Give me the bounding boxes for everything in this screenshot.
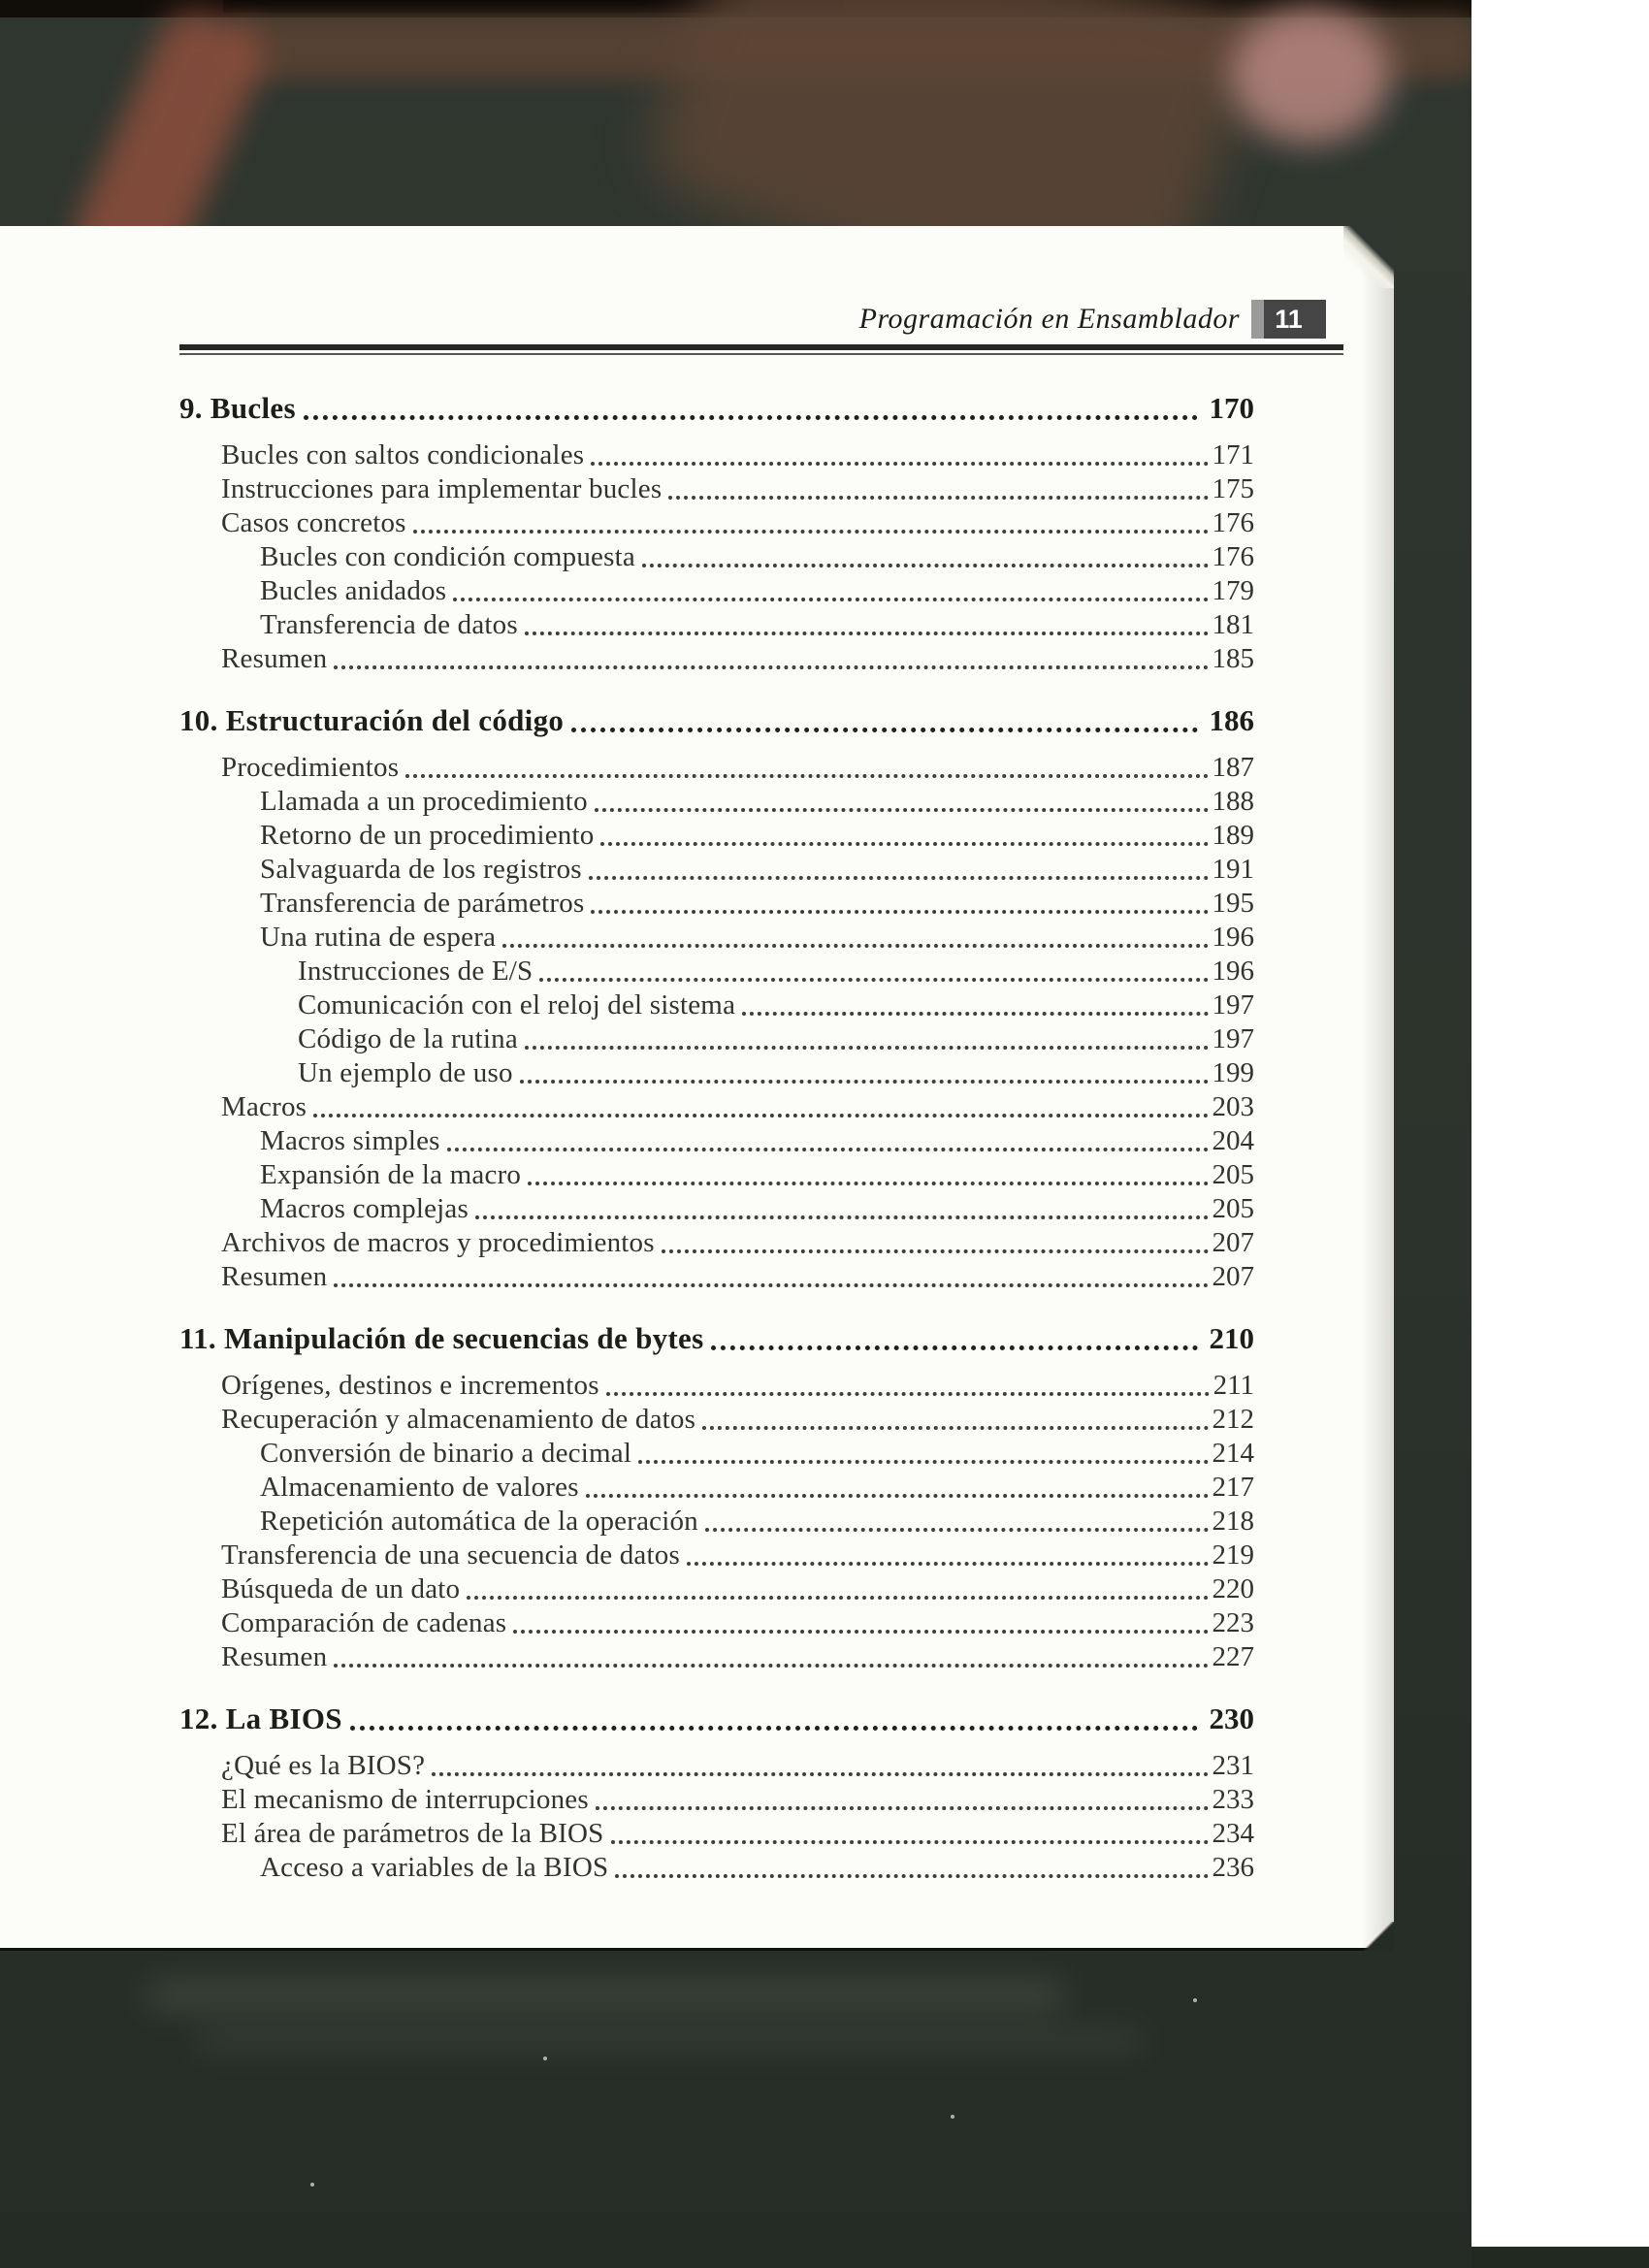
toc-entry-label: Un ejemplo de uso xyxy=(298,1057,513,1088)
toc-entry-label: El mecanismo de interrupciones xyxy=(221,1784,589,1815)
page-number: 231 xyxy=(1212,1750,1254,1781)
toc-entry xyxy=(179,1090,1254,1124)
page-number: 204 xyxy=(1212,1125,1254,1156)
toc-chapter-title: 11. Manipulación de secuencias de bytes xyxy=(179,1321,704,1355)
toc-entry-label: El área de parámetros de la BIOS xyxy=(221,1818,604,1849)
dot-leader xyxy=(453,598,1208,601)
toc-entry-label: Conversión de binario a decimal xyxy=(260,1438,632,1469)
page-number: 171 xyxy=(1212,439,1254,470)
toc-entry-label: ¿Qué es la BIOS? xyxy=(221,1750,426,1781)
page-number: 170 xyxy=(1209,391,1254,425)
page-badge-notch xyxy=(1251,300,1264,339)
page-number: 205 xyxy=(1212,1159,1254,1190)
running-header-title: Programación en Ensamblador xyxy=(858,303,1240,335)
toc-entry xyxy=(179,1749,1254,1783)
page-number: 220 xyxy=(1212,1573,1254,1604)
toc-entry-label: Bucles anidados xyxy=(260,575,447,606)
dot-leader xyxy=(638,1460,1208,1464)
toc-entry xyxy=(179,1572,1254,1606)
toc-entry-label: Macros xyxy=(221,1091,307,1122)
toc-entry xyxy=(179,1192,1254,1226)
toc-entry-label: Acceso a variables de la BIOS xyxy=(260,1852,609,1883)
toc-entry xyxy=(179,1783,1254,1817)
book-page xyxy=(0,226,1394,1951)
toc-entry-label: Orígenes, destinos e incrementos xyxy=(221,1370,599,1401)
dot-leader xyxy=(350,1726,1198,1731)
scan-pink-blob-blur xyxy=(1230,8,1390,144)
toc-entry-label: Salvaguarda de los registros xyxy=(260,854,582,885)
page-number: 236 xyxy=(1212,1852,1254,1883)
dot-leader xyxy=(705,1528,1209,1532)
toc-entry-label: Transferencia de parámetros xyxy=(260,888,585,919)
dot-leader xyxy=(432,1772,1208,1776)
page-number: 185 xyxy=(1212,643,1254,674)
toc-entry-label: Almacenamiento de valores xyxy=(260,1472,579,1503)
page-number: 212 xyxy=(1212,1404,1254,1435)
toc-chapter-heading xyxy=(179,389,1254,428)
toc-entry-label: Resumen xyxy=(221,643,328,674)
page-number: 175 xyxy=(1212,473,1254,504)
toc-entry-label: Una rutina de espera xyxy=(260,922,497,953)
page-number: 207 xyxy=(1212,1227,1254,1258)
toc-entry-label: Comparación de cadenas xyxy=(221,1607,507,1638)
toc-entry xyxy=(179,540,1254,574)
scan-bottom-streak xyxy=(194,2027,1145,2053)
toc-entry xyxy=(179,1369,1254,1403)
dot-leader xyxy=(591,910,1208,914)
dust-speck xyxy=(1193,1998,1197,2002)
toc-entry-label: Búsqueda de un dato xyxy=(221,1573,461,1604)
toc-chapter-heading xyxy=(179,1700,1254,1738)
dot-leader xyxy=(528,1182,1208,1185)
dot-leader xyxy=(513,1630,1208,1634)
toc-entry xyxy=(179,853,1254,887)
dot-leader xyxy=(502,944,1208,948)
header-rule-thick xyxy=(179,344,1343,350)
toc-entry xyxy=(179,1260,1254,1294)
page-number: 223 xyxy=(1212,1607,1254,1638)
page-number: 205 xyxy=(1212,1193,1254,1224)
page-number: 195 xyxy=(1212,888,1254,919)
dust-speck xyxy=(543,2057,547,2060)
dot-leader xyxy=(687,1562,1209,1566)
toc-entry xyxy=(179,1124,1254,1158)
toc-entry xyxy=(179,1606,1254,1640)
page-number: 218 xyxy=(1212,1506,1254,1537)
toc-entry-label: Código de la rutina xyxy=(298,1023,518,1054)
dot-leader xyxy=(313,1114,1208,1118)
page-number: 214 xyxy=(1212,1438,1254,1469)
dot-leader xyxy=(606,1392,1210,1396)
toc-entry-label: Resumen xyxy=(221,1641,328,1672)
toc-entry xyxy=(179,1640,1254,1674)
toc-entry xyxy=(179,1437,1254,1471)
dot-leader xyxy=(589,876,1209,880)
toc-entry-label: Bucles con saltos condicionales xyxy=(221,439,585,470)
page-number: 217 xyxy=(1212,1472,1254,1503)
dot-leader xyxy=(475,1215,1209,1219)
dot-leader xyxy=(611,1840,1209,1844)
toc-entry-label: Transferencia de una secuencia de datos xyxy=(221,1539,680,1571)
dot-leader xyxy=(662,1249,1209,1253)
page-number: 196 xyxy=(1212,956,1254,987)
toc-entry xyxy=(179,1158,1254,1192)
toc-entry xyxy=(179,1505,1254,1539)
toc-entry xyxy=(179,955,1254,988)
scanner-backing-right xyxy=(1471,0,1649,2247)
dot-leader xyxy=(591,462,1208,466)
dot-leader xyxy=(539,978,1208,982)
toc-entry xyxy=(179,1471,1254,1505)
toc-entry-label: Repetición automática de la operación xyxy=(260,1506,698,1537)
dot-leader xyxy=(595,808,1209,812)
toc-entry xyxy=(179,921,1254,955)
dot-leader xyxy=(586,1494,1209,1498)
page-header xyxy=(0,300,1326,339)
page-number: 186 xyxy=(1209,703,1254,737)
page-number: 176 xyxy=(1212,507,1254,538)
page-badge-number: 11 xyxy=(1275,304,1303,334)
toc-chapter-title: 12. La BIOS xyxy=(179,1701,342,1735)
toc-entry xyxy=(179,819,1254,853)
toc-chapter-title: 9. Bucles xyxy=(179,391,296,425)
dot-leader xyxy=(467,1596,1208,1600)
toc-entry xyxy=(179,1851,1254,1885)
dust-speck xyxy=(310,2183,314,2187)
page-number: 230 xyxy=(1209,1701,1254,1735)
page-number: 210 xyxy=(1209,1321,1254,1355)
toc-entry-label: Instrucciones de E/S xyxy=(298,956,534,987)
toc-entry xyxy=(179,506,1254,540)
page-number: 189 xyxy=(1212,820,1254,851)
header-rule xyxy=(179,344,1343,355)
dot-leader xyxy=(742,1012,1208,1016)
dot-leader xyxy=(615,1874,1208,1878)
page-number: 191 xyxy=(1212,854,1254,885)
dot-leader xyxy=(304,415,1198,420)
toc-entry-label: Comunicación con el reloj del sistema xyxy=(298,989,736,1021)
toc-entry-label: Archivos de macros y procedimientos xyxy=(221,1227,655,1258)
toc-chapter-heading xyxy=(179,1319,1254,1358)
toc-entry-label: Macros simples xyxy=(260,1125,440,1156)
page-corner-bottom-notch xyxy=(1353,1922,1394,1951)
page-number: 227 xyxy=(1212,1641,1254,1672)
dot-leader xyxy=(447,1148,1209,1151)
dot-leader xyxy=(334,665,1208,669)
toc-entry xyxy=(179,785,1254,819)
toc-entry xyxy=(179,642,1254,676)
page-number: 176 xyxy=(1212,541,1254,572)
toc-entry-label: Macros complejas xyxy=(260,1193,469,1224)
toc-entry-label: Procedimientos xyxy=(221,752,400,783)
toc-entry xyxy=(179,608,1254,642)
toc-entry-label: Retorno de un procedimiento xyxy=(260,820,595,851)
page-number: 188 xyxy=(1212,786,1254,817)
toc-entry xyxy=(179,1056,1254,1090)
toc-entry-label: Casos concretos xyxy=(221,507,406,538)
toc-entry-label: Llamada a un procedimiento xyxy=(260,786,588,817)
page-number: 233 xyxy=(1212,1784,1254,1815)
toc-entry xyxy=(179,1226,1254,1260)
page-number: 196 xyxy=(1212,922,1254,953)
toc-chapter-title: 10. Estructuración del código xyxy=(179,703,565,737)
dot-leader xyxy=(571,728,1197,732)
dot-leader xyxy=(334,1283,1208,1287)
dot-leader xyxy=(642,564,1209,567)
dot-leader xyxy=(702,1426,1208,1430)
dot-leader xyxy=(525,632,1209,635)
page-number: 197 xyxy=(1212,1023,1254,1054)
toc-entry xyxy=(179,751,1254,785)
page-number: 211 xyxy=(1212,1370,1254,1401)
toc-entry xyxy=(179,1022,1254,1056)
dot-leader xyxy=(711,1345,1197,1350)
toc-chapter-heading xyxy=(179,701,1254,740)
dot-leader xyxy=(600,842,1208,846)
page-number: 203 xyxy=(1212,1091,1254,1122)
dot-leader xyxy=(334,1664,1208,1668)
page-number: 187 xyxy=(1212,752,1254,783)
toc xyxy=(179,389,1254,1885)
page-number-badge xyxy=(1251,300,1326,339)
page-edge-shadow xyxy=(1361,226,1394,1948)
toc-entry xyxy=(179,1403,1254,1437)
page-number: 234 xyxy=(1212,1818,1254,1849)
toc-entry-label: Expansión de la macro xyxy=(260,1159,522,1190)
toc-entry-label: Resumen xyxy=(221,1261,328,1292)
dot-leader xyxy=(596,1806,1209,1810)
toc-entry xyxy=(179,574,1254,608)
dot-leader xyxy=(668,496,1208,500)
dot-leader xyxy=(520,1080,1209,1084)
page-corner-curl xyxy=(1343,226,1394,288)
dust-speck xyxy=(951,2115,954,2119)
dot-leader xyxy=(525,1046,1209,1050)
toc-entry-label: Transferencia de datos xyxy=(260,609,518,640)
toc-entry-label: Instrucciones para implementar bucles xyxy=(221,473,663,504)
dot-leader xyxy=(405,774,1208,778)
toc-entry xyxy=(179,1817,1254,1851)
page-number: 199 xyxy=(1212,1057,1254,1088)
page-number: 179 xyxy=(1212,575,1254,606)
scan-bottom-streak xyxy=(146,1979,1067,2012)
scanner-backing-right-bottom xyxy=(1471,2247,1649,2268)
toc-entry xyxy=(179,988,1254,1022)
toc-entry xyxy=(179,1539,1254,1572)
toc-entry xyxy=(179,472,1254,506)
page-number: 197 xyxy=(1212,989,1254,1021)
page-number: 207 xyxy=(1212,1261,1254,1292)
header-rule-thin xyxy=(179,353,1343,355)
toc-entry xyxy=(179,887,1254,921)
dot-leader xyxy=(413,530,1209,534)
page-number: 219 xyxy=(1212,1539,1254,1571)
toc-entry-label: Bucles con condición compuesta xyxy=(260,541,635,572)
page-number: 181 xyxy=(1212,609,1254,640)
toc-entry xyxy=(179,438,1254,472)
toc-entry-label: Recuperación y almacenamiento de datos xyxy=(221,1404,696,1435)
